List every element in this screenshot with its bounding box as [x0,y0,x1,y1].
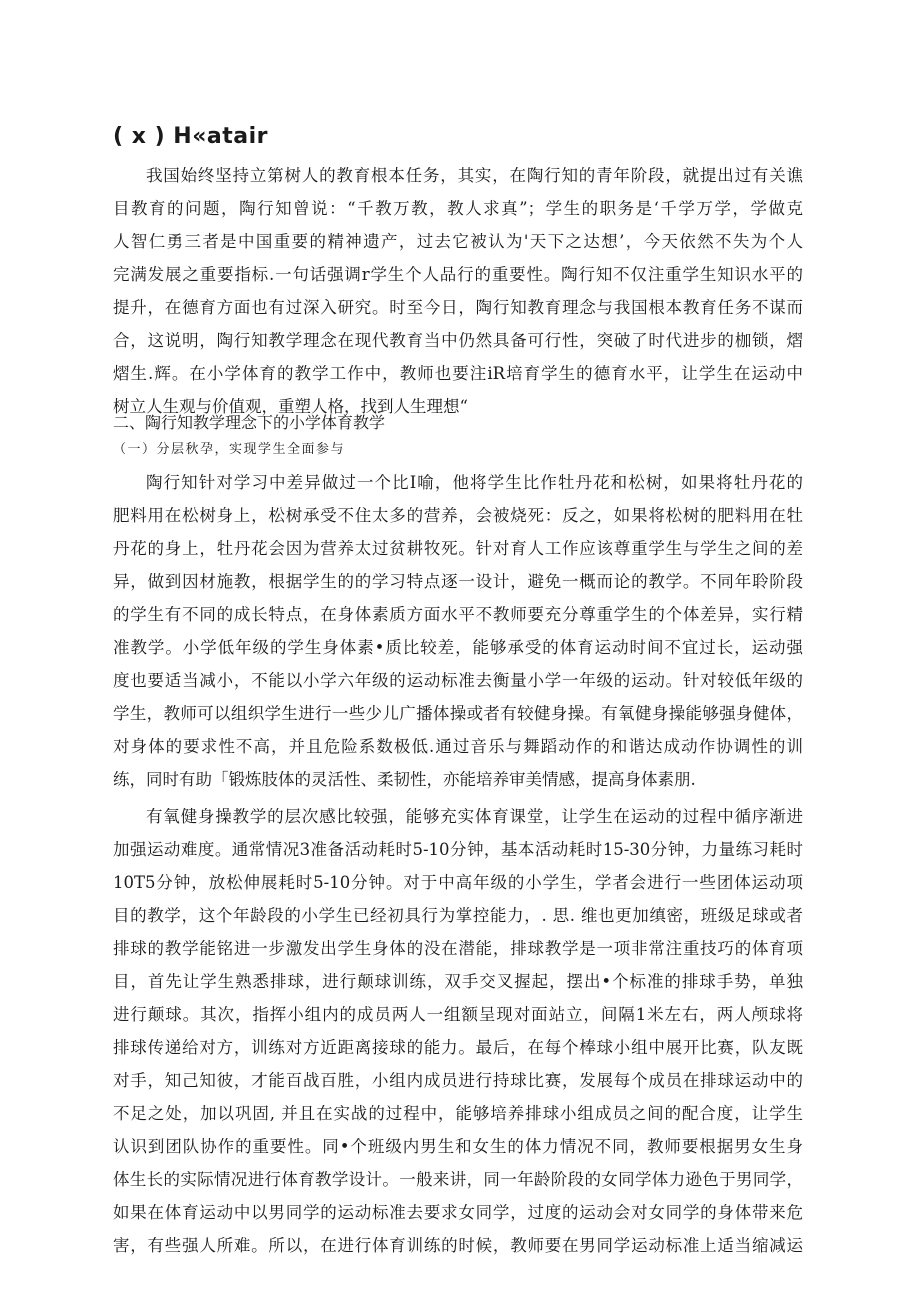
section-heading: ( x ) H«atair [113,124,268,149]
paragraph-line: 肥料用在松树身上，松树承受不住太多的营养，会被烧死：反之，如果将松树的肥料用在牡 [113,506,803,525]
paragraph-line: 丹花的身上，牡丹花会因为营养太过贫耕牧死。针对育人工作应该尊重学生与学生之间的差 [113,539,803,558]
paragraph-line: 的学生有不同的成长特点，在身体素质方面水平不教师要充分尊重学生的个体差异，实行精 [113,605,803,624]
paragraph-line: 度也要适当减小，不能以小学六年级的运动标准去衡量小学一年级的运动。针对较低年级的 [113,671,803,690]
paragraph-line: 异，做到因材施教，根据学生的的学习特点逐一设计，避免一概而论的教学。不同年聆阶段 [113,572,803,591]
paragraph-line: 如果在体育运动中以男同学的运动标准去要求女同学，过度的运动会对女同学的身体带来危 [113,1203,803,1222]
paragraph-line: 人智仁勇三者是中国重要的精神遗产，过去它被认为'天下之达想’，今天依然不失为个人 [113,232,803,251]
paragraph-line: 认识到团队协作的重要性。同•个班级内男生和女生的体力情况不同，教师要根据男女生身 [113,1137,803,1156]
paragraph-line: 加强运动难度。通常情况3准备活动耗时5-10分钟，基本活动耗时15-30分钟，力量练习耗时 [113,840,803,859]
paragraph-line: 害，有些强人所难。所以，在进行体育训练的时候，教师要在男同学运动标准上适当缩减运 [113,1236,803,1255]
section-title: 二、陶行知教学理念下的小学体育教学 [113,413,386,432]
paragraph-line: 完满发展之重要指标.一句话强调r学生个人品行的重要性。陶行知不仅注重学生知识水平的 [113,265,803,284]
paragraph-line: 陶行知针对学习中差异做过一个比I喻，他将学生比作牡丹花和松树，如果将牡丹花的 [146,473,803,492]
paragraph-line: 10T5分钟，放松伸展耗时5-10分钟。对于中高年级的小学生，学者会进行一些团体运动项 [113,873,803,892]
paragraph-line: 合，这说明，陶行知教学理念在现代教育当中仍然具备可行性，突破了时代进步的枷锁，熠 [113,331,803,350]
paragraph-line: 树立人生观与价值观，重塑人格，找到人生理想“ [113,397,468,416]
paragraph-line: 体生长的实际情况进行体育教学设计。一般来讲，同一年龄阶段的女同学体力逊色于男同学， [113,1170,803,1189]
paragraph-line: 学生，教师可以组织学生进行一些少儿广播体操或者有较健身操。有氧健身操能够强身健体， [113,704,803,723]
paragraph-line: 我国始终坚持立第树人的教育根本任务，其实，在陶行知的青年阶段，就提出过有关谯 [146,166,803,185]
paragraph-line: 提升，在德育方面也有过深入研究。时至今日，陶行知教育理念与我国根本教育任务不谋而 [113,298,803,317]
paragraph-line: 练，同时有助「锻炼肢体的灵活性、柔韧性，亦能培养审美情感，提高身体素朋. [113,770,696,789]
paragraph-line: 对身体的要求性不高，并且危险系数极低.通过音乐与舞蹈动作的和谐达成动作协调性的训 [113,737,803,756]
paragraph-line: 排球的教学能铭进一步激发出学生身体的没在潜能，排球教学是一项非常注重技巧的体育项 [113,939,803,958]
paragraph-line: 目的教学，这个年龄段的小学生已经初具行为掌控能力，. 思. 维也更加缜密，班级足球或者 [113,906,803,925]
paragraph-line: 对手，知己知彼，才能百战百胜，小组内成员进行持球比赛，发展每个成员在排球运动中的 [113,1071,803,1090]
paragraph-line: 熠生.辉。在小学体育的教学工作中，教师也要注iR培育学生的德育水平，让学生在运动中 [113,364,803,383]
paragraph-line: 目教育的问题，陶行知曾说：“千教万教，教人求真”；学生的职务是‘千学万学，学做克 [113,199,803,218]
paragraph-line: 排球传递给对方，训练对方近距离接球的能力。最后，在每个棒球小组中展开比赛，队友既 [113,1038,803,1057]
paragraph-line: 不足之处，加以巩固, 并且在实战的过程中，能够培养排球小组成员之间的配合度，让学生 [113,1104,803,1123]
paragraph-line: 进行颠球。其次，指挥小组内的成员两人一组额呈现对面站立，间隔1米左右，两人颅球将 [113,1005,803,1024]
subsection-title: （一）分层秋孕，实现学生全面参与 [113,442,346,457]
paragraph-line: 目，首先让学生熟悉排球，进行颠球训练，双手交叉握起，摆出•个标准的排球手势，单独 [113,972,803,991]
paragraph-line: 有氧健身操教学的层次感比较强，能够充实体育课堂，让学生在运动的过程中循序渐进 [146,807,803,826]
paragraph-line: 准教学。小学低年级的学生身体素•质比较差，能够承受的体育运动时间不宜过长，运动强 [113,638,803,657]
